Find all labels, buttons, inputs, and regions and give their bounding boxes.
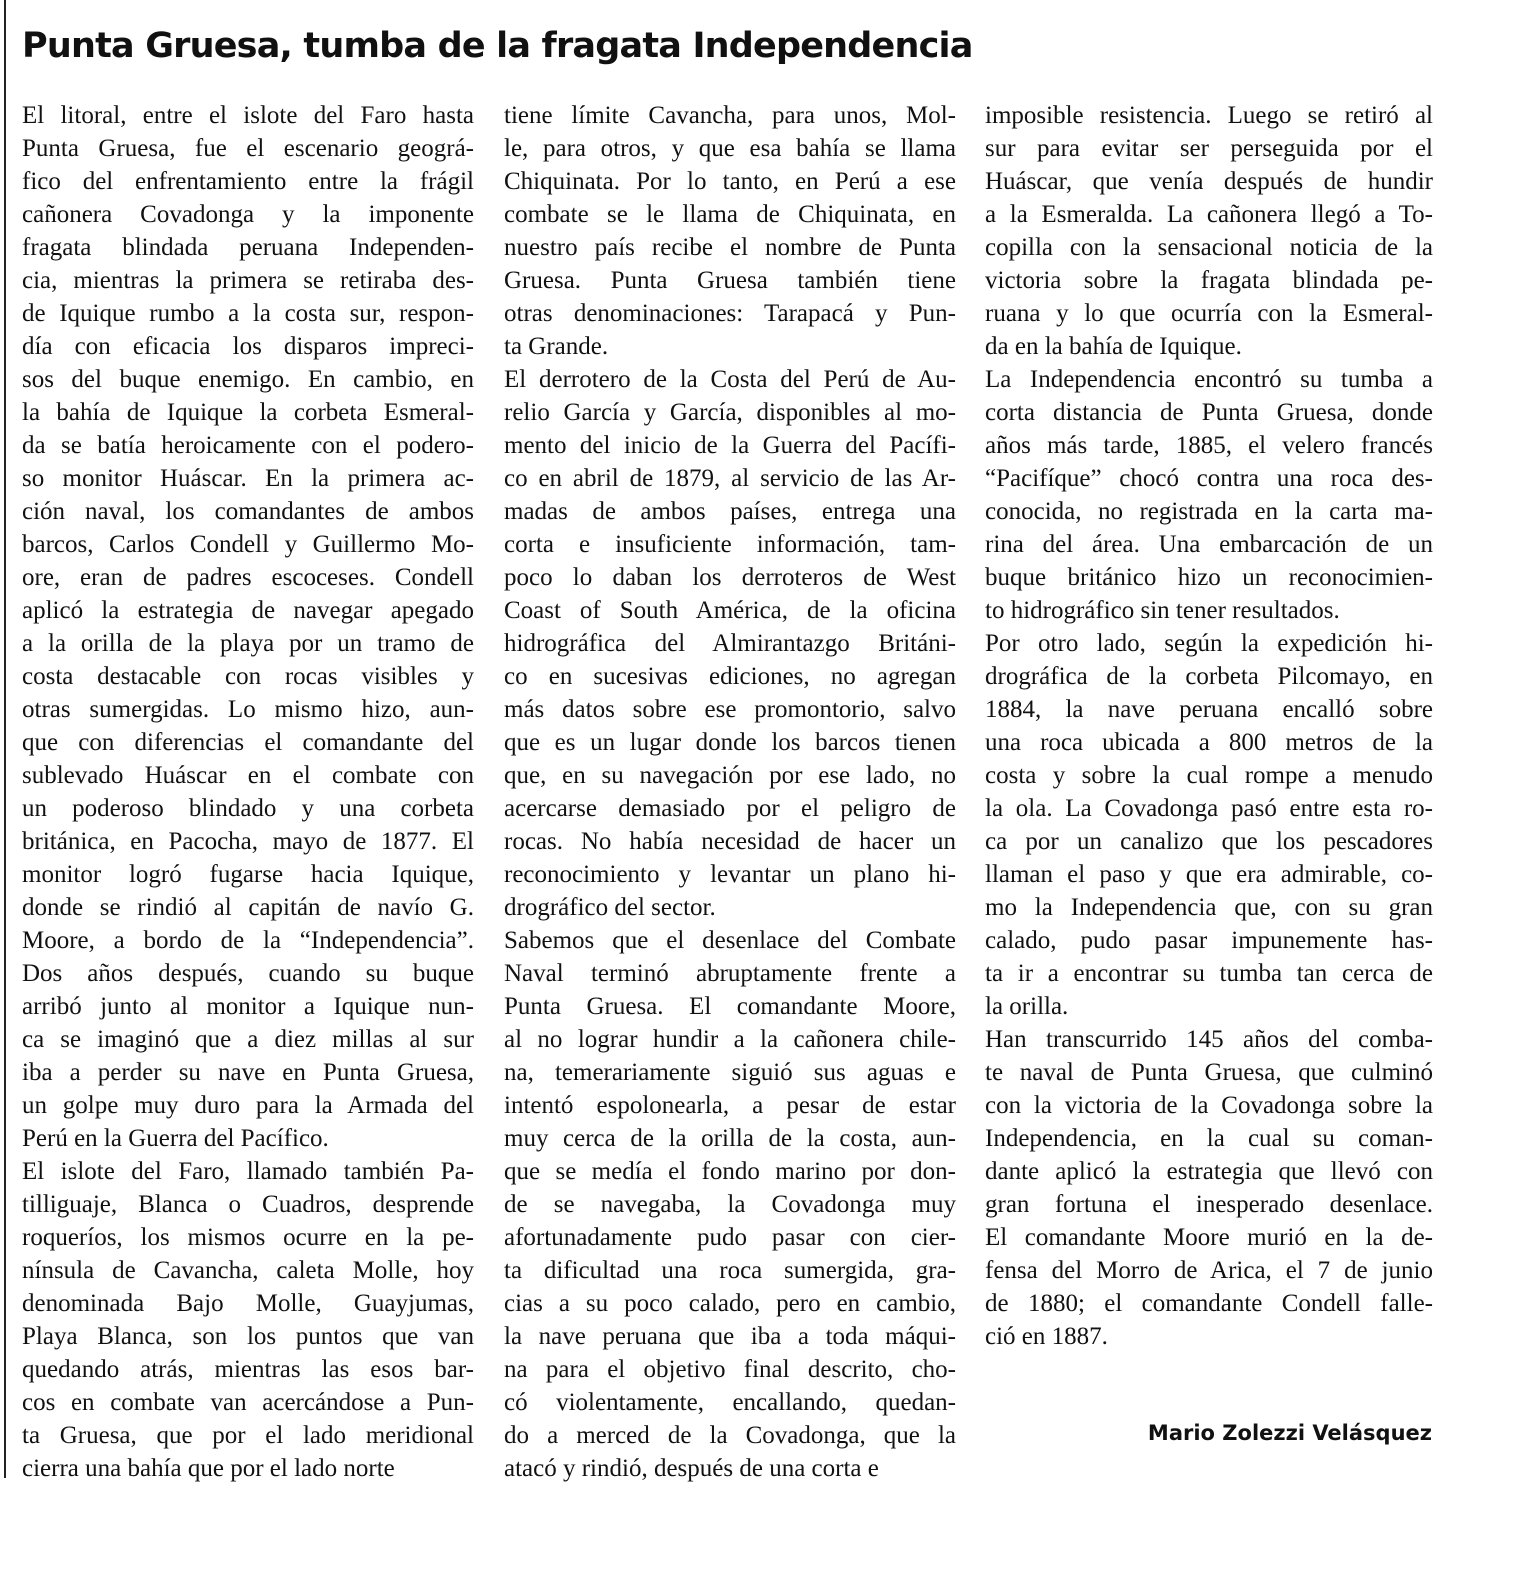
text-line: nuestro país recibe el nombre de Punta [504, 234, 956, 261]
text-line: intentó espolonearla, a pesar de estar [504, 1092, 956, 1119]
text-line: ca por un canalizo que los pescadores [985, 828, 1433, 855]
text-line: la orilla. [985, 993, 1069, 1020]
text-line: dante aplicó la estrategia que llevó con [985, 1158, 1433, 1185]
text-line: mo la Independencia que, con su gran [985, 894, 1433, 921]
text-line: arribó junto al monitor a Iquique nun- [22, 993, 474, 1020]
text-line: ca se imaginó que a diez millas al sur [22, 1026, 474, 1053]
text-line: na, temerariamente siguió sus aguas e [504, 1059, 956, 1086]
text-line: cos en combate van acercándose a Pun- [22, 1389, 474, 1416]
text-line: llaman el paso y que era admirable, co- [985, 861, 1433, 888]
text-line: fragata blindada peruana Independen- [22, 234, 474, 261]
text-line: ore, eran de padres escoceses. Condell [22, 564, 474, 591]
text-line: madas de ambos países, entrega una [504, 498, 956, 525]
text-line: corta e insuficiente información, tam- [504, 531, 956, 558]
text-line: Perú en la Guerra del Pacífico. [22, 1125, 329, 1152]
text-line: cañonera Covadonga y la imponente [22, 201, 474, 228]
text-line: nínsula de Cavancha, caleta Molle, hoy [22, 1257, 474, 1284]
text-line: drográfico del sector. [504, 894, 716, 921]
text-line: reconocimiento y levantar un plano hi- [504, 861, 956, 888]
text-line: acercarse demasiado por el peligro de [504, 795, 956, 822]
text-line: otras sumergidas. Lo mismo hizo, aun- [22, 696, 474, 723]
text-line: na para el objetivo final descrito, cho- [504, 1356, 956, 1383]
text-line: ció en 1887. [985, 1323, 1108, 1350]
text-line: copilla con la sensacional noticia de la [985, 234, 1433, 261]
text-line: co en sucesivas ediciones, no agregan [504, 663, 956, 690]
text-line: ta Grande. [504, 333, 609, 360]
text-line: más datos sobre ese promontorio, salvo [504, 696, 956, 723]
text-line: El derrotero de la Costa del Perú de Au- [504, 366, 956, 393]
text-line: La Independencia encontró su tumba a [985, 366, 1433, 393]
text-line: Playa Blanca, son los puntos que van [22, 1323, 474, 1350]
text-line: Sabemos que el desenlace del Combate [504, 927, 956, 954]
text-line: victoria sobre la fragata blindada pe- [985, 267, 1433, 294]
text-line: ruana y lo que ocurría con la Esmeral- [985, 300, 1433, 327]
text-line: la bahía de Iquique la corbeta Esmeral- [22, 399, 474, 426]
text-line: imposible resistencia. Luego se retiró al [985, 102, 1433, 129]
text-line: conocida, no registrada en la carta ma- [985, 498, 1433, 525]
text-line: có violentamente, encallando, quedan- [504, 1389, 956, 1416]
text-line: la nave peruana que iba a toda máqui- [504, 1323, 956, 1350]
text-line: Han transcurrido 145 años del comba- [985, 1026, 1433, 1053]
text-line: rocas. No había necesidad de hacer un [504, 828, 956, 855]
article-column-1 [22, 99, 474, 1485]
text-line: a la orilla de la playa por un tramo de [22, 630, 474, 657]
text-line: Coast of South América, de la oficina [504, 597, 956, 624]
text-line: to hidrográfico sin tener resultados. [985, 597, 1340, 624]
text-line: aplicó la estrategia de navegar apegado [22, 597, 474, 624]
text-line: quedando atrás, mientras las esos bar- [22, 1356, 474, 1383]
text-line: afortunadamente pudo pasar con cier- [504, 1224, 956, 1251]
text-line: le, para otros, y que esa bahía se llama [504, 135, 956, 162]
text-line: El litoral, entre el islote del Faro hasta [22, 102, 474, 129]
text-line: cias a su poco calado, pero en cambio, [504, 1290, 956, 1317]
text-line: El comandante Moore murió en la de- [985, 1224, 1433, 1251]
text-line: día con eficacia los disparos impreci- [22, 333, 474, 360]
text-line: la ola. La Covadonga pasó entre esta ro- [985, 795, 1433, 822]
text-line: tilliguaje, Blanca o Cuadros, desprende [22, 1191, 474, 1218]
text-line: co en abril de 1879, al servicio de las Ar- [504, 465, 956, 492]
text-line: Dos años después, cuando su buque [22, 960, 474, 987]
text-line: da se batía heroicamente con el podero- [22, 432, 474, 459]
text-line: atacó y rindió, después de una corta e [504, 1455, 879, 1482]
text-line: donde se rindió al capitán de navío G. [22, 894, 474, 921]
text-line: monitor logró fugarse hacia Iquique, [22, 861, 474, 888]
text-line: tiene límite Cavancha, para unos, Mol- [504, 102, 956, 129]
text-line: El islote del Faro, llamado también Pa- [22, 1158, 474, 1185]
text-line: otras denominaciones: Tarapacá y Pun- [504, 300, 956, 327]
text-line: que se medía el fondo marino por don- [504, 1158, 956, 1185]
text-line: iba a perder su nave en Punta Gruesa, [22, 1059, 474, 1086]
text-line: combate se le llama de Chiquinata, en [504, 201, 956, 228]
text-line: al no lograr hundir a la cañonera chile- [504, 1026, 956, 1053]
text-line: Punta Gruesa, fue el escenario geográ- [22, 135, 474, 162]
text-line: sos del buque enemigo. En cambio, en [22, 366, 474, 393]
text-line: Independencia, en la cual su coman- [985, 1125, 1433, 1152]
text-line: británica, en Pacocha, mayo de 1877. El [22, 828, 474, 855]
text-line: cierra una bahía que por el lado norte [22, 1455, 395, 1482]
text-line: costa destacable con rocas visibles y [22, 663, 474, 690]
text-line: relio García y García, disponibles al mo- [504, 399, 956, 426]
text-line: Punta Gruesa. El comandante Moore, [504, 993, 956, 1020]
text-line: muy cerca de la orilla de la costa, aun- [504, 1125, 956, 1152]
text-line: corta distancia de Punta Gruesa, donde [985, 399, 1433, 426]
text-line: sur para evitar ser perseguida por el [985, 135, 1433, 162]
article-author: Mario Zolezzi Velásquez [1147, 1421, 1432, 1445]
text-line: ta Gruesa, que por el lado meridional [22, 1422, 474, 1449]
text-line: que, en su navegación por ese lado, no [504, 762, 956, 789]
text-line: poco lo daban los derroteros de West [504, 564, 956, 591]
text-line: con la victoria de la Covadonga sobre la [985, 1092, 1433, 1119]
text-line: gran fortuna el inesperado desenlace. [985, 1191, 1433, 1218]
text-line: mento del inicio de la Guerra del Pacífi- [504, 432, 956, 459]
text-line: Moore, a bordo de la “Independencia”. [22, 927, 474, 954]
text-line: Por otro lado, según la expedición hi- [985, 630, 1433, 657]
text-line: cia, mientras la primera se retiraba des- [22, 267, 474, 294]
text-line: un golpe muy duro para la Armada del [22, 1092, 474, 1119]
text-line: ta ir a encontrar su tumba tan cerca de [985, 960, 1433, 987]
article-column-2 [504, 99, 956, 1485]
text-line: un poderoso blindado y una corbeta [22, 795, 474, 822]
text-line: ta dificultad una roca sumergida, gra- [504, 1257, 956, 1284]
text-line: “Pacifíque” chocó contra una roca des- [985, 465, 1433, 492]
text-line: de 1880; el comandante Condell falle- [985, 1290, 1433, 1317]
column-rule [4, 0, 6, 1478]
text-line: hidrográfica del Almirantazgo Británi- [504, 630, 956, 657]
text-line: Huáscar, que venía después de hundir [985, 168, 1433, 195]
text-line: que es un lugar donde los barcos tienen [504, 729, 956, 756]
text-line: calado, pudo pasar impunemente has- [985, 927, 1433, 954]
text-line: ción naval, los comandantes de ambos [22, 498, 474, 525]
text-line: roqueríos, los mismos ocurre en la pe- [22, 1224, 474, 1251]
text-line: da en la bahía de Iquique. [985, 333, 1242, 360]
text-line: años más tarde, 1885, el velero francés [985, 432, 1433, 459]
text-line: denominada Bajo Molle, Guayjumas, [22, 1290, 474, 1317]
text-line: Chiquinata. Por lo tanto, en Perú a ese [504, 168, 956, 195]
text-line: do a merced de la Covadonga, que la [504, 1422, 956, 1449]
text-line: costa y sobre la cual rompe a menudo [985, 762, 1433, 789]
text-line: a la Esmeralda. La cañonera llegó a To- [985, 201, 1433, 228]
text-line: rina del área. Una embarcación de un [985, 531, 1433, 558]
text-line: fensa del Morro de Arica, el 7 de junio [985, 1257, 1433, 1284]
text-line: fico del enfrentamiento entre la frágil [22, 168, 474, 195]
text-line: de se navegaba, la Covadonga muy [504, 1191, 956, 1218]
article-headline: Punta Gruesa, tumba de la fragata Independencia [22, 26, 973, 66]
text-line: Naval terminó abruptamente frente a [504, 960, 956, 987]
text-line: sublevado Huáscar en el combate con [22, 762, 474, 789]
text-line: buque británico hizo un reconocimien- [985, 564, 1433, 591]
text-line: Gruesa. Punta Gruesa también tiene [504, 267, 956, 294]
text-line: 1884, la nave peruana encalló sobre [985, 696, 1433, 723]
text-line: una roca ubicada a 800 metros de la [985, 729, 1433, 756]
article-column-3 [985, 99, 1433, 1353]
text-line: drográfica de la corbeta Pilcomayo, en [985, 663, 1433, 690]
text-line: te naval de Punta Gruesa, que culminó [985, 1059, 1433, 1086]
text-line: barcos, Carlos Condell y Guillermo Mo- [22, 531, 474, 558]
text-line: que con diferencias el comandante del [22, 729, 474, 756]
text-line: so monitor Huáscar. En la primera ac- [22, 465, 474, 492]
text-line: de Iquique rumbo a la costa sur, respon- [22, 300, 474, 327]
